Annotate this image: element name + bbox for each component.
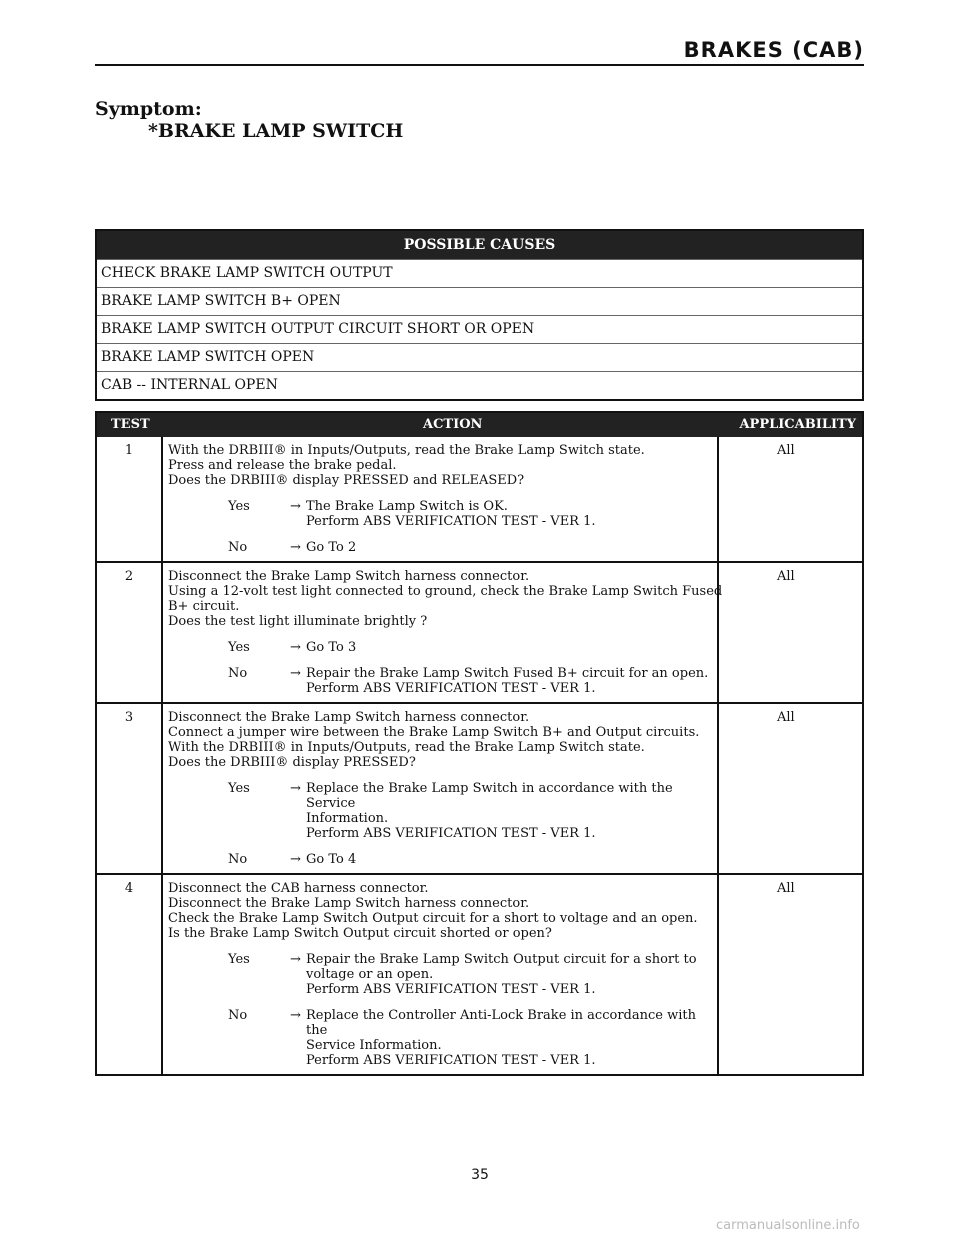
result-line: Repair the Brake Lamp Switch Output circuit for a short to xyxy=(306,952,697,967)
action-line: Disconnect the CAB harness connector. xyxy=(168,881,429,896)
action-line: With the DRBIII® in Inputs/Outputs, read the Brake Lamp Switch state. xyxy=(168,443,645,458)
result-line: Repair the Brake Lamp Switch Fused B+ circuit for an open. xyxy=(306,666,709,681)
yes-result xyxy=(306,952,713,997)
watermark: carmanualsonline.info xyxy=(716,1218,860,1233)
action-line: Is the Brake Lamp Switch Output circuit shorted or open? xyxy=(168,926,552,941)
test-applicability: All xyxy=(777,443,795,458)
test-action xyxy=(163,563,723,702)
arrow-icon: → xyxy=(290,952,301,967)
yes-answer xyxy=(168,499,713,529)
result-line: Perform ABS VERIFICATION TEST - VER 1. xyxy=(306,1053,596,1068)
possible-causes-heading: POSSIBLE CAUSES xyxy=(97,231,862,259)
result-line: Go To 3 xyxy=(306,640,357,655)
no-result xyxy=(306,666,713,696)
cause-item: CAB -- INTERNAL OPEN xyxy=(97,371,862,399)
cause-item: BRAKE LAMP SWITCH OPEN xyxy=(97,343,862,371)
test-row xyxy=(97,702,862,873)
symptom-title: *BRAKE LAMP SWITCH xyxy=(148,120,404,142)
action-line: With the DRBIII® in Inputs/Outputs, read the Brake Lamp Switch state. xyxy=(168,740,645,755)
yes-label: Yes xyxy=(228,952,250,967)
action-line: Connect a jumper wire between the Brake Lamp Switch B+ and Output circuits. xyxy=(168,725,700,740)
section-header: BRAKES (CAB) xyxy=(683,38,864,62)
possible-causes-table xyxy=(95,229,864,401)
result-line: Replace the Controller Anti-Lock Brake in accordance with the xyxy=(306,1008,696,1038)
arrow-icon: → xyxy=(290,640,301,655)
test-action xyxy=(163,437,719,561)
yes-answer xyxy=(168,952,713,997)
result-line: Perform ABS VERIFICATION TEST - VER 1. xyxy=(306,514,596,529)
result-line: voltage or an open. xyxy=(306,967,434,982)
no-label: No xyxy=(228,852,248,867)
arrow-icon: → xyxy=(290,666,301,681)
no-answer xyxy=(168,1008,713,1068)
action-line: Disconnect the Brake Lamp Switch harness connector. xyxy=(168,569,530,584)
yes-result xyxy=(306,781,713,841)
yes-label: Yes xyxy=(228,640,250,655)
action-line: Press and release the brake pedal. xyxy=(168,458,397,473)
test-number: 3 xyxy=(97,704,163,873)
test-action xyxy=(163,875,719,1074)
test-applicability: All xyxy=(777,710,795,725)
test-row xyxy=(97,873,862,1074)
test-row xyxy=(97,561,862,702)
action-line: Disconnect the Brake Lamp Switch harness connector. xyxy=(168,896,530,911)
action-line: Disconnect the Brake Lamp Switch harness connector. xyxy=(168,710,530,725)
yes-label: Yes xyxy=(228,781,250,796)
action-line: Does the DRBIII® display PRESSED? xyxy=(168,755,416,770)
result-line: Perform ABS VERIFICATION TEST - VER 1. xyxy=(306,982,596,997)
action-line: Does the DRBIII® display PRESSED and RELEASED? xyxy=(168,473,525,488)
no-result xyxy=(306,540,713,555)
result-line: Go To 2 xyxy=(306,540,357,555)
arrow-icon: → xyxy=(290,852,301,867)
arrow-icon: → xyxy=(290,540,301,555)
result-line: Perform ABS VERIFICATION TEST - VER 1. xyxy=(306,681,596,696)
no-answer xyxy=(168,852,713,867)
test-number: 2 xyxy=(97,563,163,702)
test-action xyxy=(163,704,719,873)
test-applicability: All xyxy=(777,569,795,584)
yes-answer xyxy=(168,640,713,655)
yes-label: Yes xyxy=(228,499,250,514)
yes-result xyxy=(306,640,713,655)
yes-result xyxy=(306,499,713,529)
cause-item: BRAKE LAMP SWITCH OUTPUT CIRCUIT SHORT OR OPEN xyxy=(97,315,862,343)
result-line: Replace the Brake Lamp Switch in accordance with the Service xyxy=(306,781,673,811)
no-label: No xyxy=(228,1008,248,1023)
cause-item: CHECK BRAKE LAMP SWITCH OUTPUT xyxy=(97,259,862,287)
no-label: No xyxy=(228,540,248,555)
test-applicability: All xyxy=(777,881,795,896)
result-line: Information. xyxy=(306,811,389,826)
no-result xyxy=(306,852,713,867)
action-line: Using a 12-volt test light connected to ground, check the Brake Lamp Switch Fused xyxy=(168,584,723,599)
page-number: 35 xyxy=(471,1167,489,1183)
result-line: The Brake Lamp Switch is OK. xyxy=(306,499,508,514)
header-test: TEST xyxy=(111,417,150,432)
no-label: No xyxy=(228,666,248,681)
header-rule xyxy=(95,64,864,66)
test-row xyxy=(97,437,862,561)
no-answer xyxy=(168,540,713,555)
test-table-header xyxy=(97,413,862,437)
result-line: Perform ABS VERIFICATION TEST - VER 1. xyxy=(306,826,596,841)
result-line: Service Information. xyxy=(306,1038,442,1053)
test-number: 4 xyxy=(97,875,163,1074)
arrow-icon: → xyxy=(290,781,301,796)
action-line: Check the Brake Lamp Switch Output circuit for a short to voltage and an open. xyxy=(168,911,698,926)
symptom-label: Symptom: xyxy=(95,98,202,120)
action-line: B+ circuit. xyxy=(168,599,240,614)
header-action: ACTION xyxy=(423,417,483,432)
arrow-icon: → xyxy=(290,1008,301,1023)
no-answer xyxy=(168,666,713,696)
test-table xyxy=(95,411,864,1076)
result-line: Go To 4 xyxy=(306,852,357,867)
cause-item: BRAKE LAMP SWITCH B+ OPEN xyxy=(97,287,862,315)
yes-answer xyxy=(168,781,713,841)
no-result xyxy=(306,1008,713,1068)
arrow-icon: → xyxy=(290,499,301,514)
action-line: Does the test light illuminate brightly ? xyxy=(168,614,428,629)
test-number: 1 xyxy=(97,437,163,561)
header-applicability: APPLICABILITY xyxy=(739,417,856,432)
